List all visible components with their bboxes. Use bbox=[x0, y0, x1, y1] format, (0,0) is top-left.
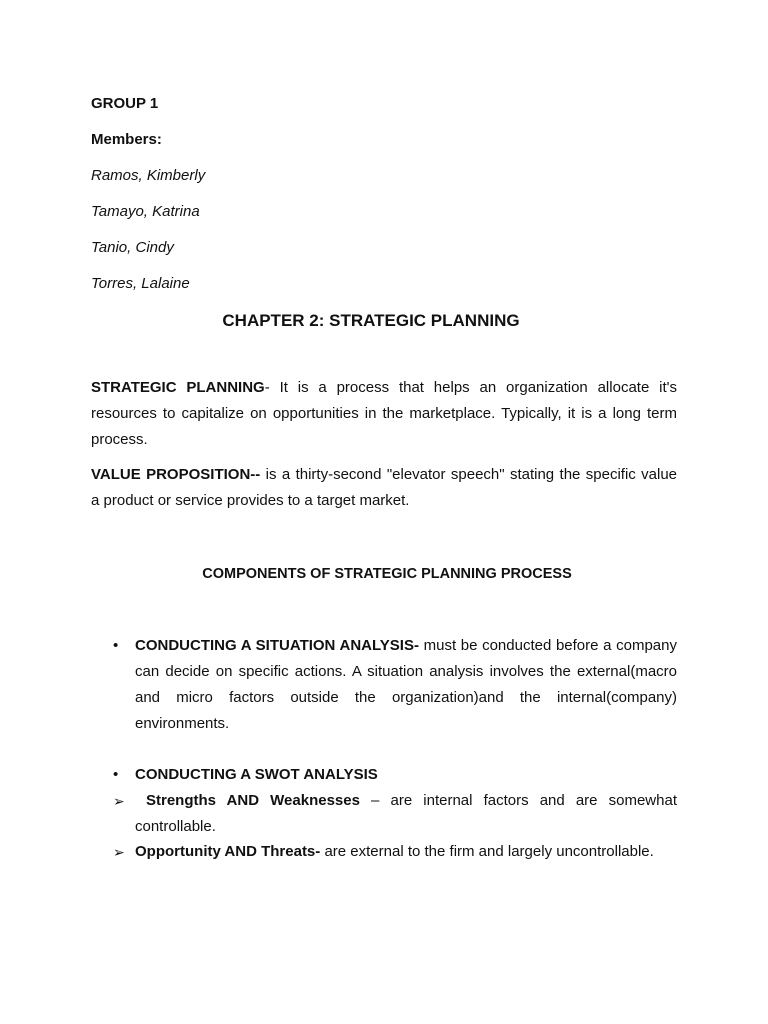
arrow-bullet-icon: ➢ bbox=[113, 844, 125, 860]
list-item-text: – are internal factors and are somewhat controllable. bbox=[135, 792, 677, 835]
list-item-term: Strengths AND Weaknesses bbox=[146, 792, 360, 809]
group-heading: GROUP 1 bbox=[91, 95, 159, 112]
value-proposition-definition bbox=[91, 462, 677, 514]
list-item-opportunity-threats bbox=[135, 839, 677, 865]
members-label: Members: bbox=[91, 131, 162, 148]
arrow-bullet-icon: ➢ bbox=[113, 793, 125, 809]
list-item-situation-analysis bbox=[135, 633, 677, 737]
definition-term: STRATEGIC PLANNING bbox=[91, 379, 265, 396]
member-name: Tamayo, Katrina bbox=[91, 203, 200, 220]
definition-text: - It is a process that helps an organization allocate it's resources to capitalize on opportunities in the marketplace. Typically, it is a long term process. bbox=[91, 379, 677, 448]
member-name: Torres, Lalaine bbox=[91, 275, 190, 292]
member-name: Tanio, Cindy bbox=[91, 239, 174, 256]
bullet-icon: • bbox=[113, 766, 119, 783]
bullet-icon: • bbox=[113, 637, 119, 654]
chapter-title: CHAPTER 2: STRATEGIC PLANNING bbox=[222, 311, 520, 330]
list-item-text: are external to the firm and largely uncontrollable. bbox=[320, 843, 654, 860]
definition-term: VALUE PROPOSITION-- bbox=[91, 466, 261, 483]
list-item-text: must be conducted before a company can decide on specific actions. A situation analysis involves the external(macro and micro factors outside the organization)and the internal(company) environments. bbox=[135, 637, 677, 732]
section-heading: COMPONENTS OF STRATEGIC PLANNING PROCESS bbox=[202, 566, 572, 582]
list-item-strengths-weaknesses bbox=[135, 788, 677, 840]
list-item-swot-analysis: CONDUCTING A SWOT ANALYSIS bbox=[135, 766, 378, 783]
list-item-term: Opportunity AND Threats- bbox=[135, 843, 321, 860]
list-item-term: CONDUCTING A SITUATION ANALYSIS- bbox=[135, 637, 419, 654]
member-name: Ramos, Kimberly bbox=[91, 167, 206, 184]
definition-text: is a thirty-second "elevator speech" stating the specific value a product or service provides to a target market. bbox=[91, 466, 678, 509]
strategic-planning-definition bbox=[91, 375, 677, 453]
